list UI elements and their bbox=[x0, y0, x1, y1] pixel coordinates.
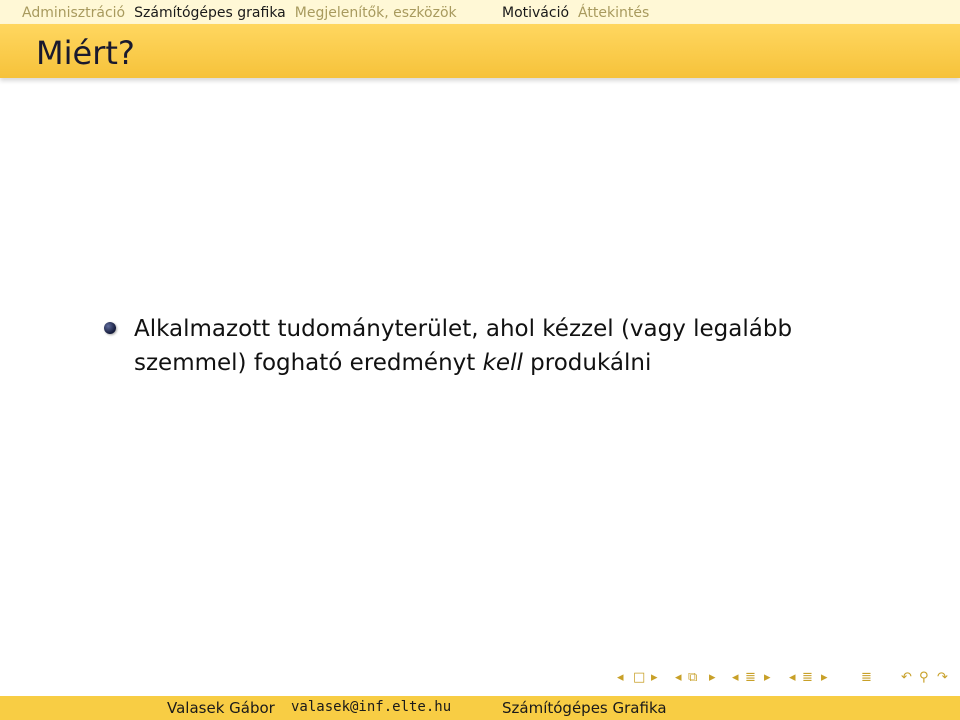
section-navigation-bar bbox=[0, 0, 960, 24]
frame-title: Miért? bbox=[36, 34, 135, 72]
slide-content bbox=[104, 312, 864, 380]
section-nav bbox=[22, 5, 466, 21]
footer-author: Valasek Gábor bbox=[167, 699, 275, 717]
nav-right-arrow-icon[interactable]: ▸ bbox=[764, 670, 771, 685]
footer-title: Számítógépes Grafika bbox=[502, 699, 667, 717]
nav-forward-icon[interactable]: ↷ bbox=[937, 670, 948, 685]
nav-right-arrow-icon[interactable]: ▸ bbox=[651, 670, 658, 685]
bullet-ball-icon bbox=[104, 322, 116, 334]
bullet-item bbox=[104, 312, 864, 380]
nav-search-icon[interactable]: ⚲ bbox=[919, 670, 929, 685]
footer-email: valasek@inf.elte.hu bbox=[291, 699, 452, 715]
nav-align-icon[interactable]: ≣ bbox=[861, 670, 872, 685]
nav-section-icon[interactable]: ≣ bbox=[802, 670, 813, 685]
nav-section-icon[interactable]: ≣ bbox=[745, 670, 756, 685]
nav-left-arrow-icon[interactable]: ◂ bbox=[675, 670, 682, 685]
frame-title-bar bbox=[0, 24, 960, 78]
nav-right-arrow-icon[interactable]: ▸ bbox=[821, 670, 828, 685]
nav-section-adminisztracio[interactable]: Adminisztráció bbox=[22, 5, 126, 21]
nav-frame-icon[interactable]: □ bbox=[633, 670, 646, 685]
nav-section-megjelenitok-eszkozok[interactable]: Megjelenítők, eszközök bbox=[294, 5, 457, 21]
nav-subsection-motivacio[interactable]: Motiváció bbox=[502, 5, 570, 21]
bullet-text-after: produkálni bbox=[522, 350, 652, 376]
bullet-text-emphasis: kell bbox=[482, 350, 523, 376]
nav-right-arrow-icon[interactable]: ▸ bbox=[709, 670, 716, 685]
bullet-text-before: Alkalmazott tudományterület, ahol kézzel (vagy legalább szemmel) fogható eredményt bbox=[134, 316, 793, 376]
nav-subsection-icon[interactable]: ⧉ bbox=[688, 670, 698, 685]
beamer-navigation-symbols bbox=[617, 670, 957, 690]
footer-bar bbox=[0, 696, 960, 720]
nav-left-arrow-icon[interactable]: ◂ bbox=[732, 670, 739, 685]
nav-section-szamitogepes-grafika[interactable]: Számítógépes grafika bbox=[134, 5, 286, 21]
nav-back-icon[interactable]: ↶ bbox=[901, 670, 912, 685]
nav-left-arrow-icon[interactable]: ◂ bbox=[617, 670, 624, 685]
subsection-nav bbox=[502, 5, 658, 21]
nav-left-arrow-icon[interactable]: ◂ bbox=[789, 670, 796, 685]
nav-subsection-attekintes[interactable]: Áttekintés bbox=[578, 5, 650, 21]
bullet-text bbox=[134, 312, 864, 380]
